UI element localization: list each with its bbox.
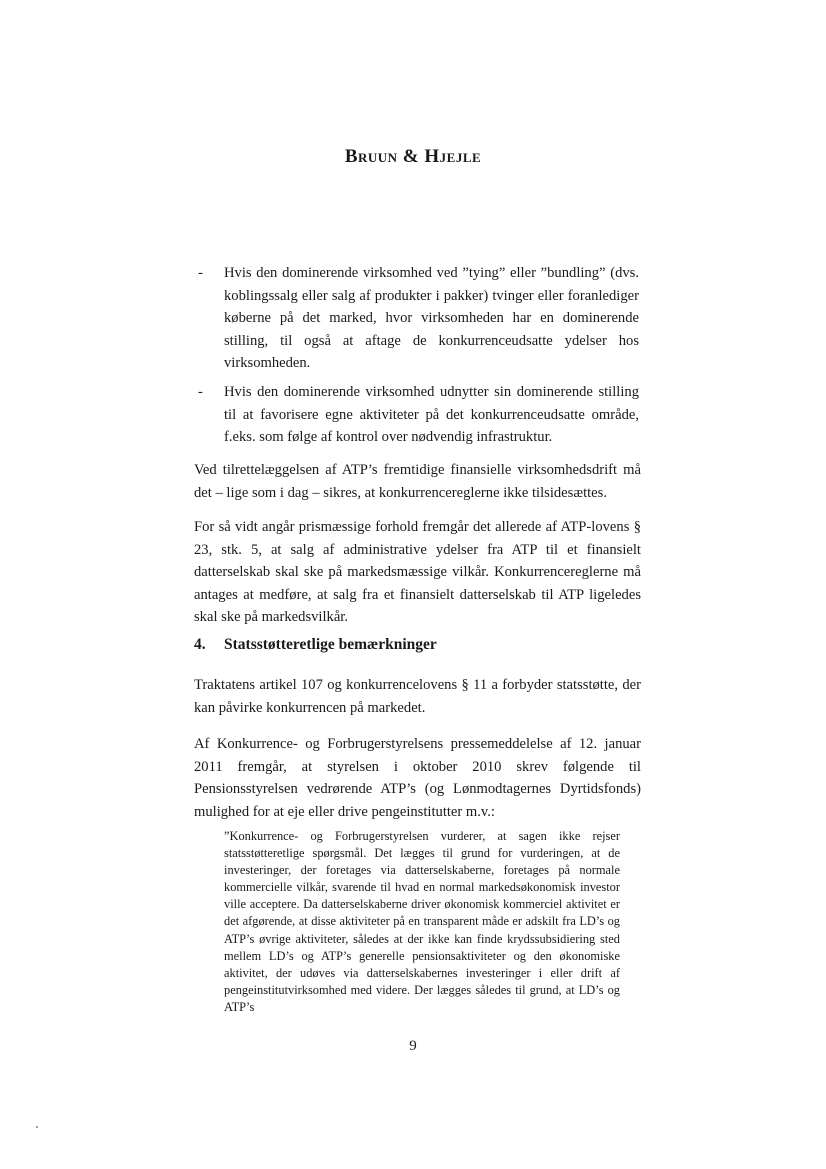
paragraph-text: For så vidt angår prismæssige forhold fremgår det allerede af ATP-lovens § 23, stk. 5, at salg af administrative ydelser fra ATP til et finansielt datterselskab skal ske på markedsmæssige vilkår. Konkurrencereglerne må antages at medføre, at salg fra et finansielt datterselskab til ATP ligeledes skal ske på markedsvilkår.: [194, 519, 641, 625]
letterhead-title: Bruun & Hjejle: [344, 146, 482, 167]
scan-speck: [36, 1126, 38, 1128]
bullet-dash: -: [198, 265, 203, 281]
list-item: [194, 262, 639, 375]
bullet-text: Hvis den dominerende virksomhed udnytter sin dominerende stilling til at favorisere egne aktiviteter på det konkurrenceudsatte område, f.eks. som følge af kontrol over nødvendig infrastruktur.: [224, 384, 639, 445]
bullet-dash: -: [198, 384, 203, 400]
page-number: 9: [409, 1038, 417, 1054]
paragraph-text: Af Konkurrence- og Forbrugerstyrelsens pressemeddelelse af 12. januar 2011 fremgår, at styrelsen i oktober 2010 skrev følgende til Pensionsstyrelsen vedrørende ATP’s (og Lønmodtagernes Dyrtidsfonds) mulighed for at eje eller drive pengeinstitutter m.v.:: [194, 736, 641, 820]
paragraph-2: [194, 516, 641, 629]
bullet-list: [194, 262, 639, 375]
block-quote: ”Konkurrence- og Forbrugerstyrelsen vurderer, at sagen ikke rejser statsstøtteretlige spørgsmål. Det lægges til grund for vurderingen, at de investeringer, der foretages via datterselskaberne, foretages på normale kommercielle vilkår, svarende til hvad en normal markedsøkonomisk investor ville acceptere. Da datterselskaberne driver økonomisk kommerciel aktivitet er det afgørende, at disse aktiviteter på en transparent måde er adskilt fra LD’s og ATP’s øvrige aktiviteter, således at der ikke kan finde krydssubsidiering sted mellem LD’s og ATP’s generelle pensionsaktiviteter og den økonomiske aktivitet, der udøves via datterselskabernes investeringer i eller drift af pengeinstitutvirksomhed med videre. Der lægges således til grund, at LD’s og ATP’s: [224, 829, 620, 1014]
paragraph-text: Ved tilrettelæggelsen af ATP’s fremtidige finansielle virksomhedsdrift må det – lige som i dag – sikres, at konkurrencereglerne ikke tilsidesættes.: [194, 462, 641, 501]
section-heading: [194, 636, 437, 654]
list-item: [194, 381, 639, 449]
paragraph-1: [194, 459, 641, 504]
bullet-list-2: [194, 381, 639, 449]
paragraph-4: [194, 733, 641, 823]
section-number: 4.: [194, 636, 206, 653]
bullet-text: Hvis den dominerende virksomhed ved ”tying” eller ”bundling” (dvs. koblingssalg eller salg af produkter i pakker) tvinger eller foranlediger køberne på det marked, hvor virksomheden har en dominerende stilling, til også at aftage de konkurrenceudsatte ydelser hos virksomheden.: [224, 265, 639, 371]
section-title: Statsstøtteretlige bemærkninger: [224, 636, 437, 653]
paragraph-3: [194, 674, 641, 719]
paragraph-text: Traktatens artikel 107 og konkurrencelovens § 11 a forbyder statsstøtte, der kan påvirke konkurrencen på markedet.: [194, 677, 641, 716]
